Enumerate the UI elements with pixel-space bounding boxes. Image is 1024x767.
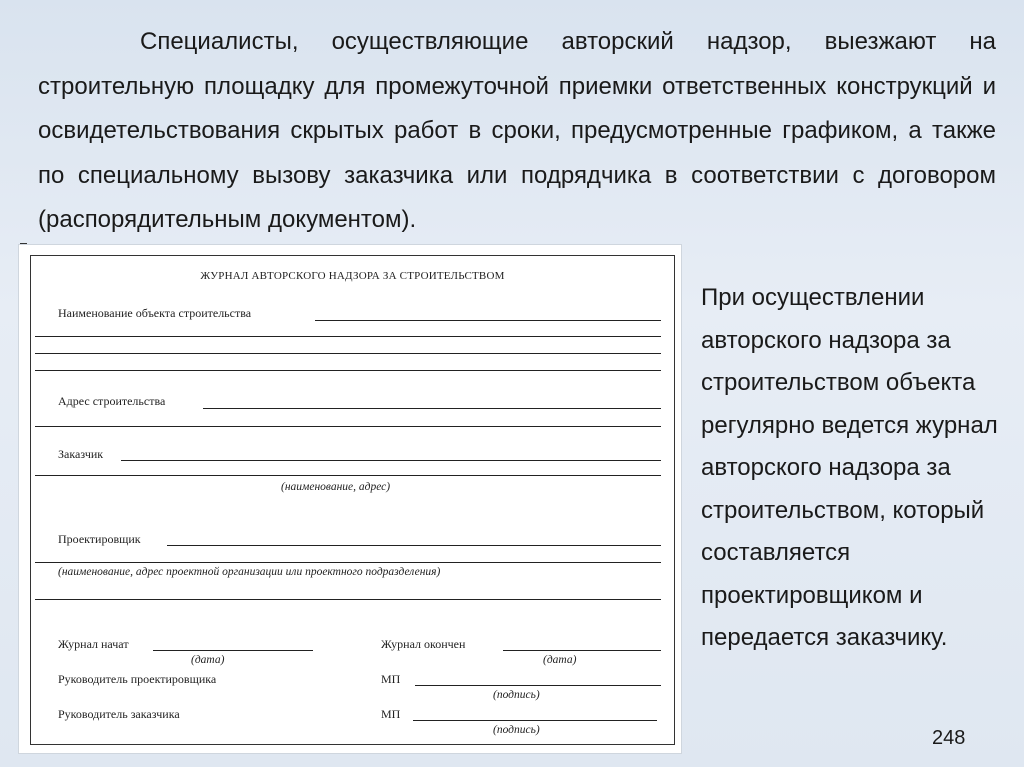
stamp-label: МП bbox=[381, 672, 401, 686]
journal-started-line bbox=[153, 650, 313, 651]
journal-started-label: Журнал начат bbox=[58, 637, 129, 651]
signature-caption: (подпись) bbox=[493, 724, 540, 736]
journal-finished-line bbox=[503, 650, 661, 651]
form-title: ЖУРНАЛ АВТОРСКОГО НАДЗОРА ЗА СТРОИТЕЛЬСТВОМ bbox=[200, 270, 505, 282]
customer-label: Заказчик bbox=[58, 447, 104, 461]
form-line bbox=[35, 336, 661, 337]
intro-paragraph bbox=[38, 20, 996, 243]
form-line bbox=[35, 475, 661, 476]
address-label: Адрес строительства bbox=[58, 394, 166, 408]
stamp-label: МП bbox=[381, 707, 401, 721]
page-number: 248 bbox=[932, 727, 966, 749]
address-line bbox=[203, 408, 661, 409]
designer-label: Проектировщик bbox=[58, 532, 141, 546]
journal-form-image bbox=[18, 244, 682, 754]
customer-line bbox=[121, 460, 661, 461]
journal-finished-label: Журнал окончен bbox=[381, 637, 466, 651]
customer-caption: (наименование, адрес) bbox=[281, 481, 391, 493]
designer-caption: (наименование, адрес проектной организации или проектного подразделения) bbox=[58, 566, 441, 578]
customer-head-label: Руководитель заказчика bbox=[58, 707, 180, 721]
journal-started-caption: (дата) bbox=[191, 654, 225, 666]
object-name-line bbox=[315, 320, 661, 321]
form-line bbox=[35, 426, 661, 427]
designer-head-label: Руководитель проектировщика bbox=[58, 672, 217, 686]
form-line bbox=[35, 353, 661, 354]
form-line bbox=[35, 599, 661, 600]
side-paragraph: При осуществлении авторского надзора за строительством объекта регулярно ведется журнал авторского надзора за строительством, который составляется проектировщиком и передается заказчику. bbox=[701, 284, 998, 651]
signature-line bbox=[413, 720, 657, 721]
designer-line bbox=[167, 545, 661, 546]
signature-line bbox=[415, 685, 661, 686]
journal-finished-caption: (дата) bbox=[543, 654, 577, 666]
form-line bbox=[35, 370, 661, 371]
object-name-label: Наименование объекта строительства bbox=[58, 306, 252, 320]
intro-paragraph-text: Специалисты, осуществляющие авторский надзор, выезжают на строительную площадку для промежуточной приемки ответственных конструкций и освидетельствования скрытых работ в сроки, предусмотренные графиком, а также по специальному вызову заказчика или подрядчика в соответствии с договором (распорядительным документом). bbox=[38, 28, 996, 233]
journal-form-frame bbox=[30, 255, 675, 745]
signature-caption: (подпись) bbox=[493, 689, 540, 701]
form-line bbox=[35, 562, 661, 563]
